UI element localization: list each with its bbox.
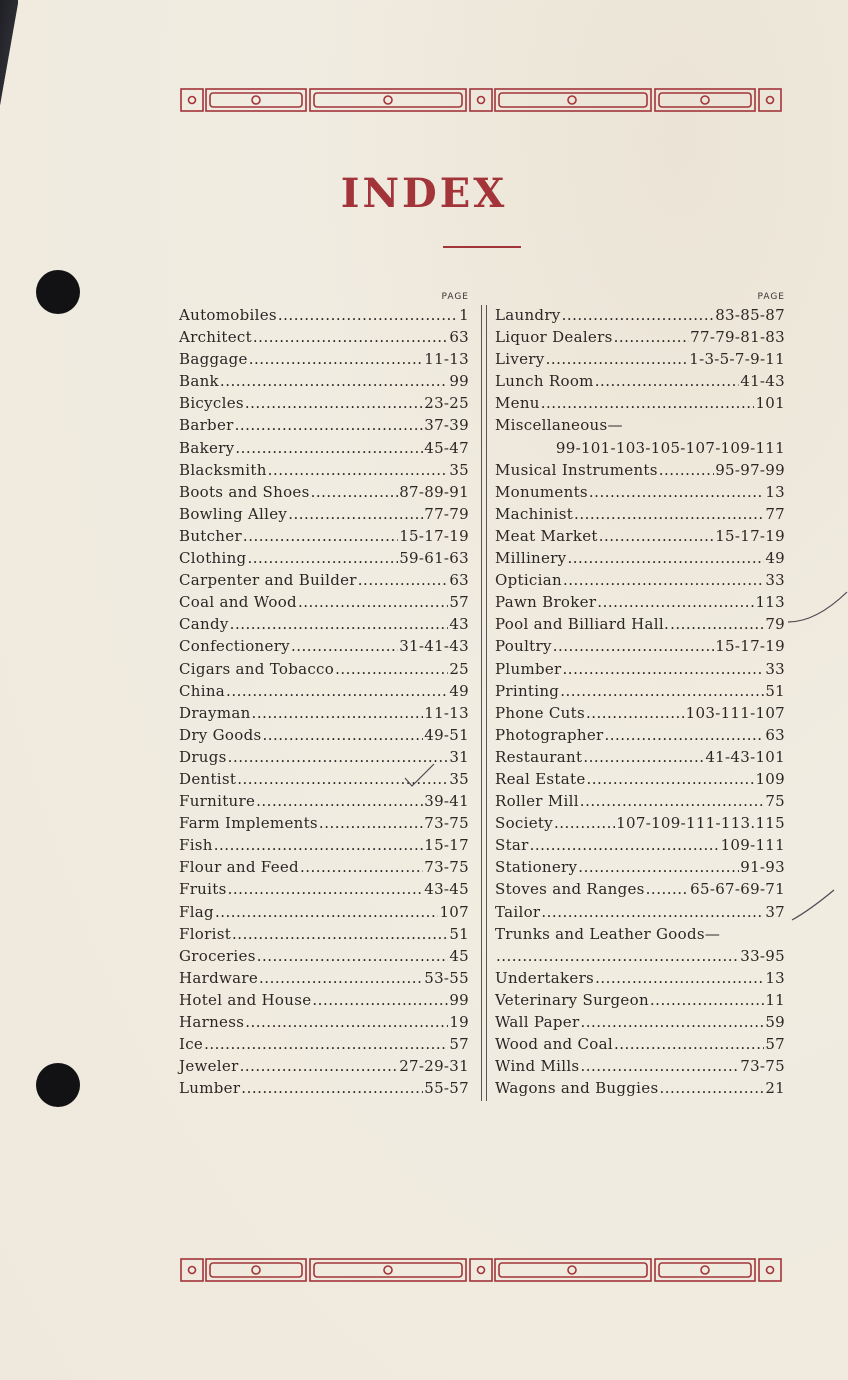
entry-label: Groceries xyxy=(179,946,256,965)
dot-leader xyxy=(554,812,615,834)
entry-page-number: 73-75 xyxy=(740,1057,785,1076)
entry-label: China xyxy=(179,681,226,700)
index-entry xyxy=(495,945,785,967)
dot-leader xyxy=(580,1011,764,1033)
index-entry xyxy=(179,945,469,967)
index-entry xyxy=(495,878,785,900)
entry-label: Lunch Room xyxy=(495,372,594,391)
entry-label: Dry Goods xyxy=(179,725,262,744)
index-entry xyxy=(495,856,785,878)
index-entry xyxy=(179,392,469,414)
entry-page-number: 63 xyxy=(449,571,469,590)
dot-leader xyxy=(298,591,448,613)
entry-page-number: 11 xyxy=(765,990,785,1009)
entry-label: Furniture xyxy=(179,792,256,811)
entry-page-number: 77-79 xyxy=(424,504,469,523)
entry-page-number: 33-95 xyxy=(740,946,785,965)
entry-page-number: 101 xyxy=(755,394,785,413)
index-entry xyxy=(179,702,469,724)
dot-leader xyxy=(291,635,398,657)
index-entry xyxy=(495,414,785,436)
page-column-header: PAGE xyxy=(757,292,785,302)
entry-label: Ice xyxy=(179,1035,204,1054)
entry-page-number: 11-13 xyxy=(424,350,469,369)
dot-leader xyxy=(599,525,714,547)
dot-leader xyxy=(230,613,449,635)
index-entry xyxy=(179,878,469,900)
entry-page-number: 49 xyxy=(765,549,785,568)
entry-label: Roller Mill xyxy=(495,792,579,811)
dot-leader xyxy=(650,989,764,1011)
dot-leader xyxy=(595,370,740,392)
dot-leader xyxy=(245,1011,448,1033)
index-entry xyxy=(495,768,785,790)
entry-page-number: 1 xyxy=(459,306,469,324)
entry-label: Bakery xyxy=(179,438,235,457)
entry-label: Candy xyxy=(179,615,229,634)
index-entry xyxy=(495,392,785,414)
entry-label: Cigars and Tobacco xyxy=(179,659,335,678)
entry-page-number: 33 xyxy=(765,571,785,590)
entry-page-number: 79 xyxy=(765,615,785,634)
entry-label: Clothing xyxy=(179,549,247,568)
dot-leader xyxy=(614,1033,764,1055)
index-entry xyxy=(179,613,469,635)
index-entry xyxy=(179,901,469,923)
entry-page-number: 57 xyxy=(449,593,469,612)
dot-leader xyxy=(597,591,754,613)
dot-leader xyxy=(241,1077,423,1099)
index-entry xyxy=(179,304,469,326)
index-entry xyxy=(179,1011,469,1033)
entry-page-number: 73-75 xyxy=(424,814,469,833)
entry-page-number: 57 xyxy=(449,1035,469,1054)
dot-leader xyxy=(278,304,458,326)
dot-leader xyxy=(563,658,765,680)
dot-leader xyxy=(358,569,449,591)
dot-leader xyxy=(562,304,715,326)
entry-label: Musical Instruments xyxy=(495,460,658,479)
entry-label: Boots and Shoes xyxy=(179,482,310,501)
entry-page-number: 19 xyxy=(449,1013,469,1031)
dot-leader xyxy=(589,481,764,503)
entry-page-number: 77-79-81-83 xyxy=(690,328,785,347)
dot-leader xyxy=(604,724,764,746)
index-entry xyxy=(495,702,785,724)
dot-leader xyxy=(567,547,764,569)
index-entry xyxy=(495,635,785,657)
entry-label: Restaurant xyxy=(495,747,583,766)
entry-label: Dentist xyxy=(179,769,237,788)
dot-leader xyxy=(262,724,423,746)
dot-leader xyxy=(288,503,423,525)
index-column-right xyxy=(495,290,785,1099)
entry-label: Monuments xyxy=(495,482,588,501)
entry-label: Drugs xyxy=(179,747,227,766)
dot-leader xyxy=(311,481,399,503)
entry-label: Harness xyxy=(179,1013,245,1031)
index-entry xyxy=(495,1011,785,1033)
index-column-left xyxy=(179,290,469,1099)
entry-label: Society xyxy=(495,814,553,833)
entry-page-number: 21 xyxy=(765,1079,785,1098)
entry-label: Laundry xyxy=(495,306,561,324)
ornamental-border-top xyxy=(180,88,782,112)
dot-leader xyxy=(541,392,755,414)
punch-hole-top xyxy=(36,270,80,314)
dot-leader xyxy=(220,370,448,392)
entry-label: Liquor Dealers xyxy=(495,328,613,347)
pencil-annotation-line xyxy=(786,588,848,628)
entry-label: Carpenter and Builder xyxy=(179,571,357,590)
index-entry xyxy=(495,591,785,613)
entry-page-number: 91-93 xyxy=(740,858,785,877)
entry-page-number: 77 xyxy=(765,504,785,523)
entry-label: Blacksmith xyxy=(179,460,267,479)
entry-page-number: 63 xyxy=(449,328,469,347)
column-divider xyxy=(481,305,487,1101)
pencil-checkmark xyxy=(400,760,440,790)
entry-page-number: 39-41 xyxy=(424,792,469,811)
dot-leader xyxy=(530,834,720,856)
entry-label: Livery xyxy=(495,350,545,369)
index-entry xyxy=(495,967,785,989)
binder-edge xyxy=(0,0,18,130)
entry-label: Butcher xyxy=(179,526,242,545)
index-entry xyxy=(179,481,469,503)
dot-leader xyxy=(614,326,690,348)
entry-page-number: 45 xyxy=(449,946,469,965)
index-entry xyxy=(495,613,785,635)
index-entry xyxy=(179,635,469,657)
entry-label: Automobiles xyxy=(179,306,277,324)
entry-page-number: 75 xyxy=(765,792,785,811)
entry-page-number: 55-57 xyxy=(424,1079,469,1098)
entry-label: Jeweler xyxy=(179,1057,239,1076)
dot-leader xyxy=(312,989,448,1011)
dot-leader xyxy=(574,503,764,525)
entry-label: Wagons and Buggies xyxy=(495,1079,659,1098)
entry-label: Undertakers xyxy=(495,968,595,987)
index-entry xyxy=(179,547,469,569)
dot-leader xyxy=(496,945,739,967)
entry-page-number: 53-55 xyxy=(424,968,469,987)
dot-leader xyxy=(235,414,424,436)
entry-label: Bank xyxy=(179,372,219,391)
dot-leader xyxy=(226,680,448,702)
index-entry xyxy=(495,724,785,746)
entry-label: Veterinary Surgeon xyxy=(495,990,649,1009)
entry-page-number: 31-41-43 xyxy=(399,637,469,656)
entry-label: Pool and Billiard Hall. xyxy=(495,615,670,634)
index-entry xyxy=(495,1077,785,1099)
dot-leader xyxy=(546,348,689,370)
entry-page-number: 37-39 xyxy=(424,416,469,435)
index-entry xyxy=(179,1077,469,1099)
dot-leader xyxy=(243,525,398,547)
entry-label: Bowling Alley xyxy=(179,504,288,523)
index-entry xyxy=(179,812,469,834)
entry-page-number: 51 xyxy=(449,924,469,943)
index-entry xyxy=(179,503,469,525)
dot-leader xyxy=(247,547,398,569)
entry-page-number: 43-45 xyxy=(424,880,469,899)
entry-page-number: 13 xyxy=(765,968,785,987)
dot-leader xyxy=(235,437,423,459)
entry-label: Wood and Coal xyxy=(495,1035,613,1054)
entry-label: Lumber xyxy=(179,1079,241,1098)
dot-leader xyxy=(245,392,423,414)
entry-label: Drayman xyxy=(179,703,251,722)
entry-page-number: 15-17-19 xyxy=(399,526,469,545)
index-entry xyxy=(495,834,785,856)
dot-leader xyxy=(563,569,764,591)
index-entry xyxy=(179,658,469,680)
page-title: INDEX xyxy=(340,170,508,217)
index-entry xyxy=(495,481,785,503)
index-entry xyxy=(179,326,469,348)
dot-leader xyxy=(659,1077,764,1099)
page-column-header: PAGE xyxy=(441,292,469,302)
entry-label: Florist xyxy=(179,924,232,943)
entry-label: Wind Mills xyxy=(495,1057,580,1076)
dot-leader xyxy=(541,901,764,923)
dot-leader xyxy=(583,746,704,768)
dot-leader xyxy=(659,459,714,481)
dot-leader xyxy=(580,790,765,812)
entry-page-number: 109-111 xyxy=(720,836,785,855)
entry-page-number: 15-17-19 xyxy=(715,637,785,656)
entry-page-number: 59-61-63 xyxy=(399,549,469,568)
entry-page-number: 83-85-87 xyxy=(715,306,785,324)
dot-leader xyxy=(204,1033,448,1055)
index-entry xyxy=(179,1033,469,1055)
entry-page-number: 15-17 xyxy=(424,836,469,855)
entry-page-number: 59 xyxy=(765,1013,785,1031)
dot-leader xyxy=(268,459,449,481)
dot-leader xyxy=(586,702,685,724)
index-entry xyxy=(495,503,785,525)
entry-page-number: 113 xyxy=(755,593,785,612)
entry-label: Bicycles xyxy=(179,394,244,413)
index-entry xyxy=(495,812,785,834)
entry-page-number: 99 xyxy=(449,372,469,391)
entry-label: Real Estate xyxy=(495,769,586,788)
index-list-right xyxy=(495,304,785,1099)
index-entry xyxy=(495,370,785,392)
entry-page-number: 41-43-101 xyxy=(705,747,785,766)
index-entry xyxy=(179,525,469,547)
index-entry xyxy=(179,370,469,392)
index-list-left xyxy=(179,304,469,1099)
index-entry xyxy=(179,923,469,945)
entry-label: Millinery xyxy=(495,549,567,568)
index-entry xyxy=(495,989,785,1011)
entry-label: Machinist xyxy=(495,504,574,523)
index-entry xyxy=(179,989,469,1011)
entry-page-number: 45-47 xyxy=(424,438,469,457)
index-entry xyxy=(495,348,785,370)
entry-label: Wall Paper xyxy=(495,1013,580,1031)
index-entry xyxy=(179,834,469,856)
dot-leader xyxy=(670,613,764,635)
index-entry xyxy=(495,658,785,680)
entry-label: Fruits xyxy=(179,880,227,899)
dot-leader xyxy=(646,878,689,900)
index-entry xyxy=(179,1055,469,1077)
pencil-annotation-line xyxy=(790,884,836,924)
entry-label: Pawn Broker xyxy=(495,593,597,612)
entry-label: Plumber xyxy=(495,659,562,678)
dot-leader xyxy=(214,834,423,856)
entry-label: Coal and Wood xyxy=(179,593,297,612)
entry-label: Flour and Feed xyxy=(179,858,299,877)
entry-label: Stationery xyxy=(495,858,578,877)
index-entry xyxy=(179,348,469,370)
entry-label: Phone Cuts xyxy=(495,703,585,722)
entry-page-number: 43 xyxy=(449,615,469,634)
dot-leader xyxy=(553,635,714,657)
entry-page-number: 63 xyxy=(765,725,785,744)
index-entry xyxy=(495,304,785,326)
index-entry xyxy=(495,547,785,569)
dot-leader xyxy=(232,923,448,945)
dot-leader xyxy=(319,812,423,834)
index-entry xyxy=(495,569,785,591)
index-entry xyxy=(179,569,469,591)
dot-leader xyxy=(578,856,739,878)
entry-page-number: 51 xyxy=(765,681,785,700)
entry-page-number: 33 xyxy=(765,659,785,678)
entry-label: Farm Implements xyxy=(179,814,318,833)
index-entry xyxy=(179,459,469,481)
entry-label: Barber xyxy=(179,416,234,435)
entry-page-number: 49 xyxy=(449,681,469,700)
entry-label: Star xyxy=(495,836,529,855)
dot-leader xyxy=(215,901,439,923)
entry-page-number: 31 xyxy=(449,747,469,766)
entry-label: Fish xyxy=(179,836,213,855)
punch-hole-bottom xyxy=(36,1063,80,1107)
index-entry xyxy=(495,1033,785,1055)
index-entry xyxy=(495,790,785,812)
entry-label: Photographer xyxy=(495,725,604,744)
entry-page-number: 107 xyxy=(439,902,469,921)
index-entry xyxy=(179,790,469,812)
entry-page-number: 95-97-99 xyxy=(715,460,785,479)
entry-label: Confectionery xyxy=(179,637,290,656)
entry-label: Miscellaneous— xyxy=(495,416,623,435)
index-entry xyxy=(495,901,785,923)
entry-label: Menu xyxy=(495,394,540,413)
dot-leader xyxy=(300,856,423,878)
dot-leader xyxy=(240,1055,399,1077)
dot-leader xyxy=(249,348,424,370)
entry-label: Optician xyxy=(495,571,562,590)
entry-page-number: 99 xyxy=(449,990,469,1009)
entry-page-number: 27-29-31 xyxy=(399,1057,469,1076)
entry-page-number: 49-51 xyxy=(424,725,469,744)
index-entry xyxy=(179,591,469,613)
index-entry xyxy=(179,856,469,878)
dot-leader xyxy=(259,967,423,989)
entry-page-number: 35 xyxy=(449,769,469,788)
entry-page-number: 37 xyxy=(765,902,785,921)
entry-page-number: 107-109-111-113.115 xyxy=(616,814,785,833)
dot-leader xyxy=(252,702,424,724)
entry-page-number: 25 xyxy=(449,659,469,678)
index-entry xyxy=(495,437,785,459)
dot-leader xyxy=(228,878,424,900)
index-entry xyxy=(495,923,785,945)
index-entry xyxy=(495,746,785,768)
entry-page-number: 35 xyxy=(449,460,469,479)
index-entry xyxy=(495,680,785,702)
entry-page-number: 1-3-5-7-9-11 xyxy=(689,350,785,369)
entry-label: Baggage xyxy=(179,350,248,369)
entry-page-number: 99-101-103-105-107-109-111 xyxy=(555,438,785,457)
entry-page-number: 87-89-91 xyxy=(399,482,469,501)
dot-leader xyxy=(253,326,448,348)
entry-page-number: 23-25 xyxy=(424,394,469,413)
entry-label: Meat Market xyxy=(495,526,598,545)
entry-page-number: 109 xyxy=(755,769,785,788)
entry-label: Architect xyxy=(179,328,252,347)
dot-leader xyxy=(257,945,449,967)
entry-label: Poultry xyxy=(495,637,552,656)
ornamental-border-bottom xyxy=(180,1258,782,1282)
dot-leader xyxy=(335,658,448,680)
dot-leader xyxy=(580,1055,739,1077)
entry-label: Trunks and Leather Goods— xyxy=(495,924,721,943)
entry-page-number: 103-111-107 xyxy=(685,703,785,722)
dot-leader xyxy=(595,967,764,989)
entry-label: Tailor xyxy=(495,902,541,921)
entry-page-number: 73-75 xyxy=(424,858,469,877)
entry-page-number: 41-43 xyxy=(740,372,785,391)
index-entry xyxy=(179,437,469,459)
index-entry xyxy=(179,414,469,436)
index-entry xyxy=(495,326,785,348)
dot-leader xyxy=(560,680,764,702)
title-underline xyxy=(443,246,521,248)
entry-page-number: 11-13 xyxy=(424,703,469,722)
index-entry xyxy=(179,967,469,989)
entry-label: Flag xyxy=(179,902,214,921)
entry-page-number: 57 xyxy=(765,1035,785,1054)
entry-page-number: 65-67-69-71 xyxy=(690,880,785,899)
entry-page-number: 13 xyxy=(765,482,785,501)
dot-leader xyxy=(587,768,755,790)
index-entry xyxy=(179,680,469,702)
index-entry xyxy=(179,724,469,746)
entry-label: Printing xyxy=(495,681,560,700)
entry-label: Hotel and House xyxy=(179,990,312,1009)
entry-label: Stoves and Ranges xyxy=(495,880,645,899)
index-entry xyxy=(495,459,785,481)
index-entry xyxy=(495,1055,785,1077)
entry-label: Hardware xyxy=(179,968,259,987)
entry-page-number: 15-17-19 xyxy=(715,526,785,545)
dot-leader xyxy=(256,790,423,812)
index-entry xyxy=(495,525,785,547)
